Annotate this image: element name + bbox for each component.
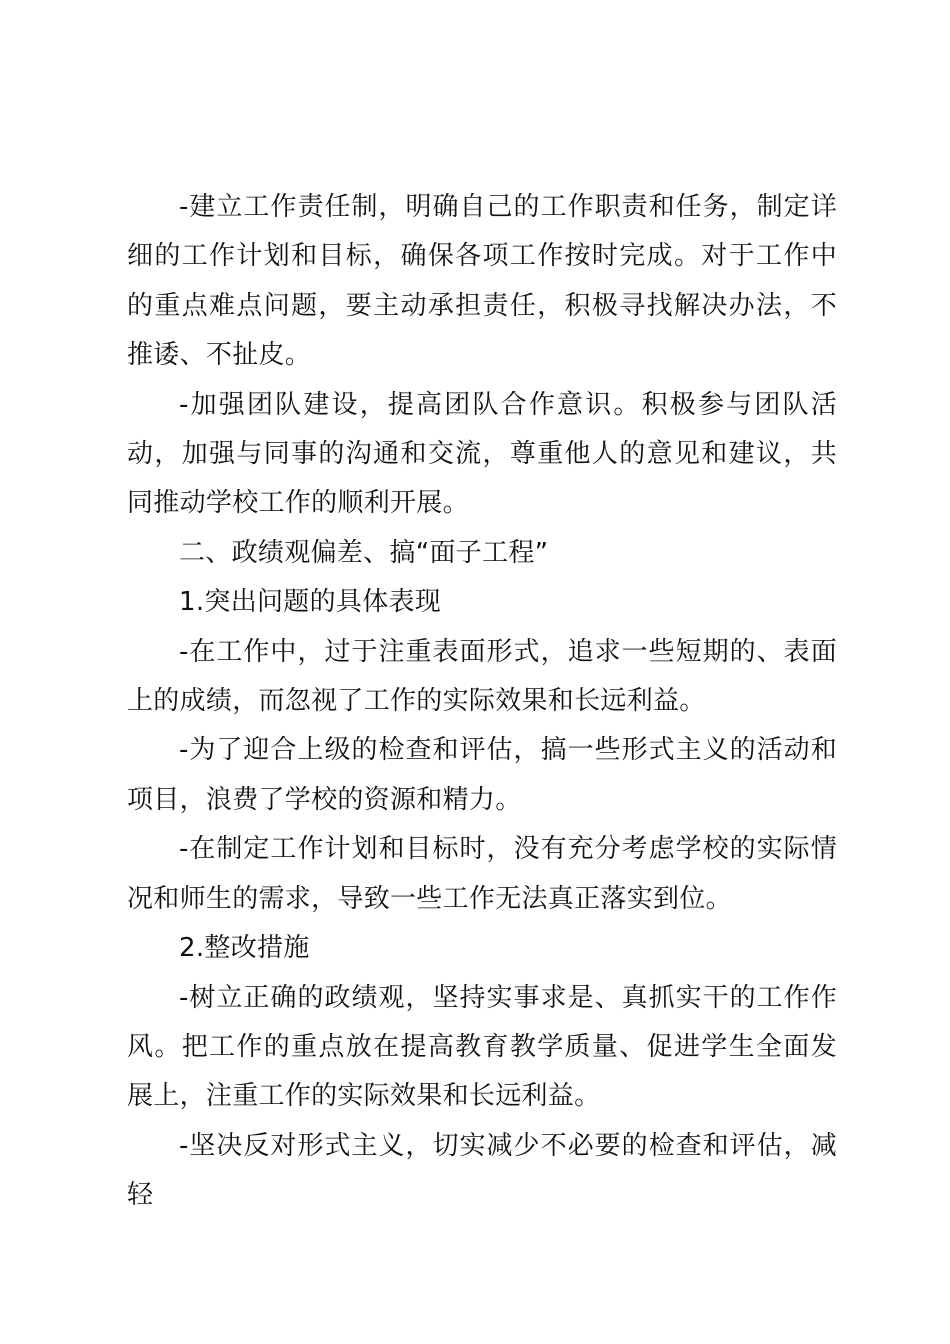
section-heading-2: 二、政绩观偏差、搞“面子工程”	[179, 537, 549, 568]
paragraph-problem-2: -为了迎合上级的检查和评估，搞一些形式主义的活动和项目，浪费了学校的资源和精力。	[127, 735, 837, 815]
paragraph-problem-3: -在制定工作计划和目标时，没有充分考虑学校的实际情况和师生的需求，导致一些工作无法真正落实到位。	[127, 834, 837, 914]
paragraph-team-building: -加强团队建设，提高团队合作意识。积极参与团队活动，加强与同事的沟通和交流，尊重他人的意见和建议，共同推动学校工作的顺利开展。	[127, 389, 837, 519]
document-page	[127, 183, 837, 1221]
subheading-measures: 2.整改措施	[179, 933, 310, 964]
paragraph-problem-1: -在工作中，过于注重表面形式，追求一些短期的、表面上的成绩，而忽视了工作的实际效果和长远利益。	[127, 636, 837, 717]
paragraph-responsibility-system: -建立工作责任制，明确自己的工作职责和任务，制定详细的工作计划和目标，确保各项工作按时完成。对于工作中的重点难点问题，要主动承担责任，积极寻找解决办法，不推诿、不扯皮。	[127, 192, 837, 371]
paragraph-measure-1: -树立正确的政绩观，坚持实事求是、真抓实干的工作作风。把工作的重点放在提高教育教学质量、促进学生全面发展上，注重工作的实际效果和长远利益。	[127, 982, 837, 1112]
paragraph-measure-2: -坚决反对形式主义，切实减少不必要的检查和评估，减轻	[127, 1130, 837, 1211]
subheading-problems: 1.突出问题的具体表现	[179, 587, 442, 618]
